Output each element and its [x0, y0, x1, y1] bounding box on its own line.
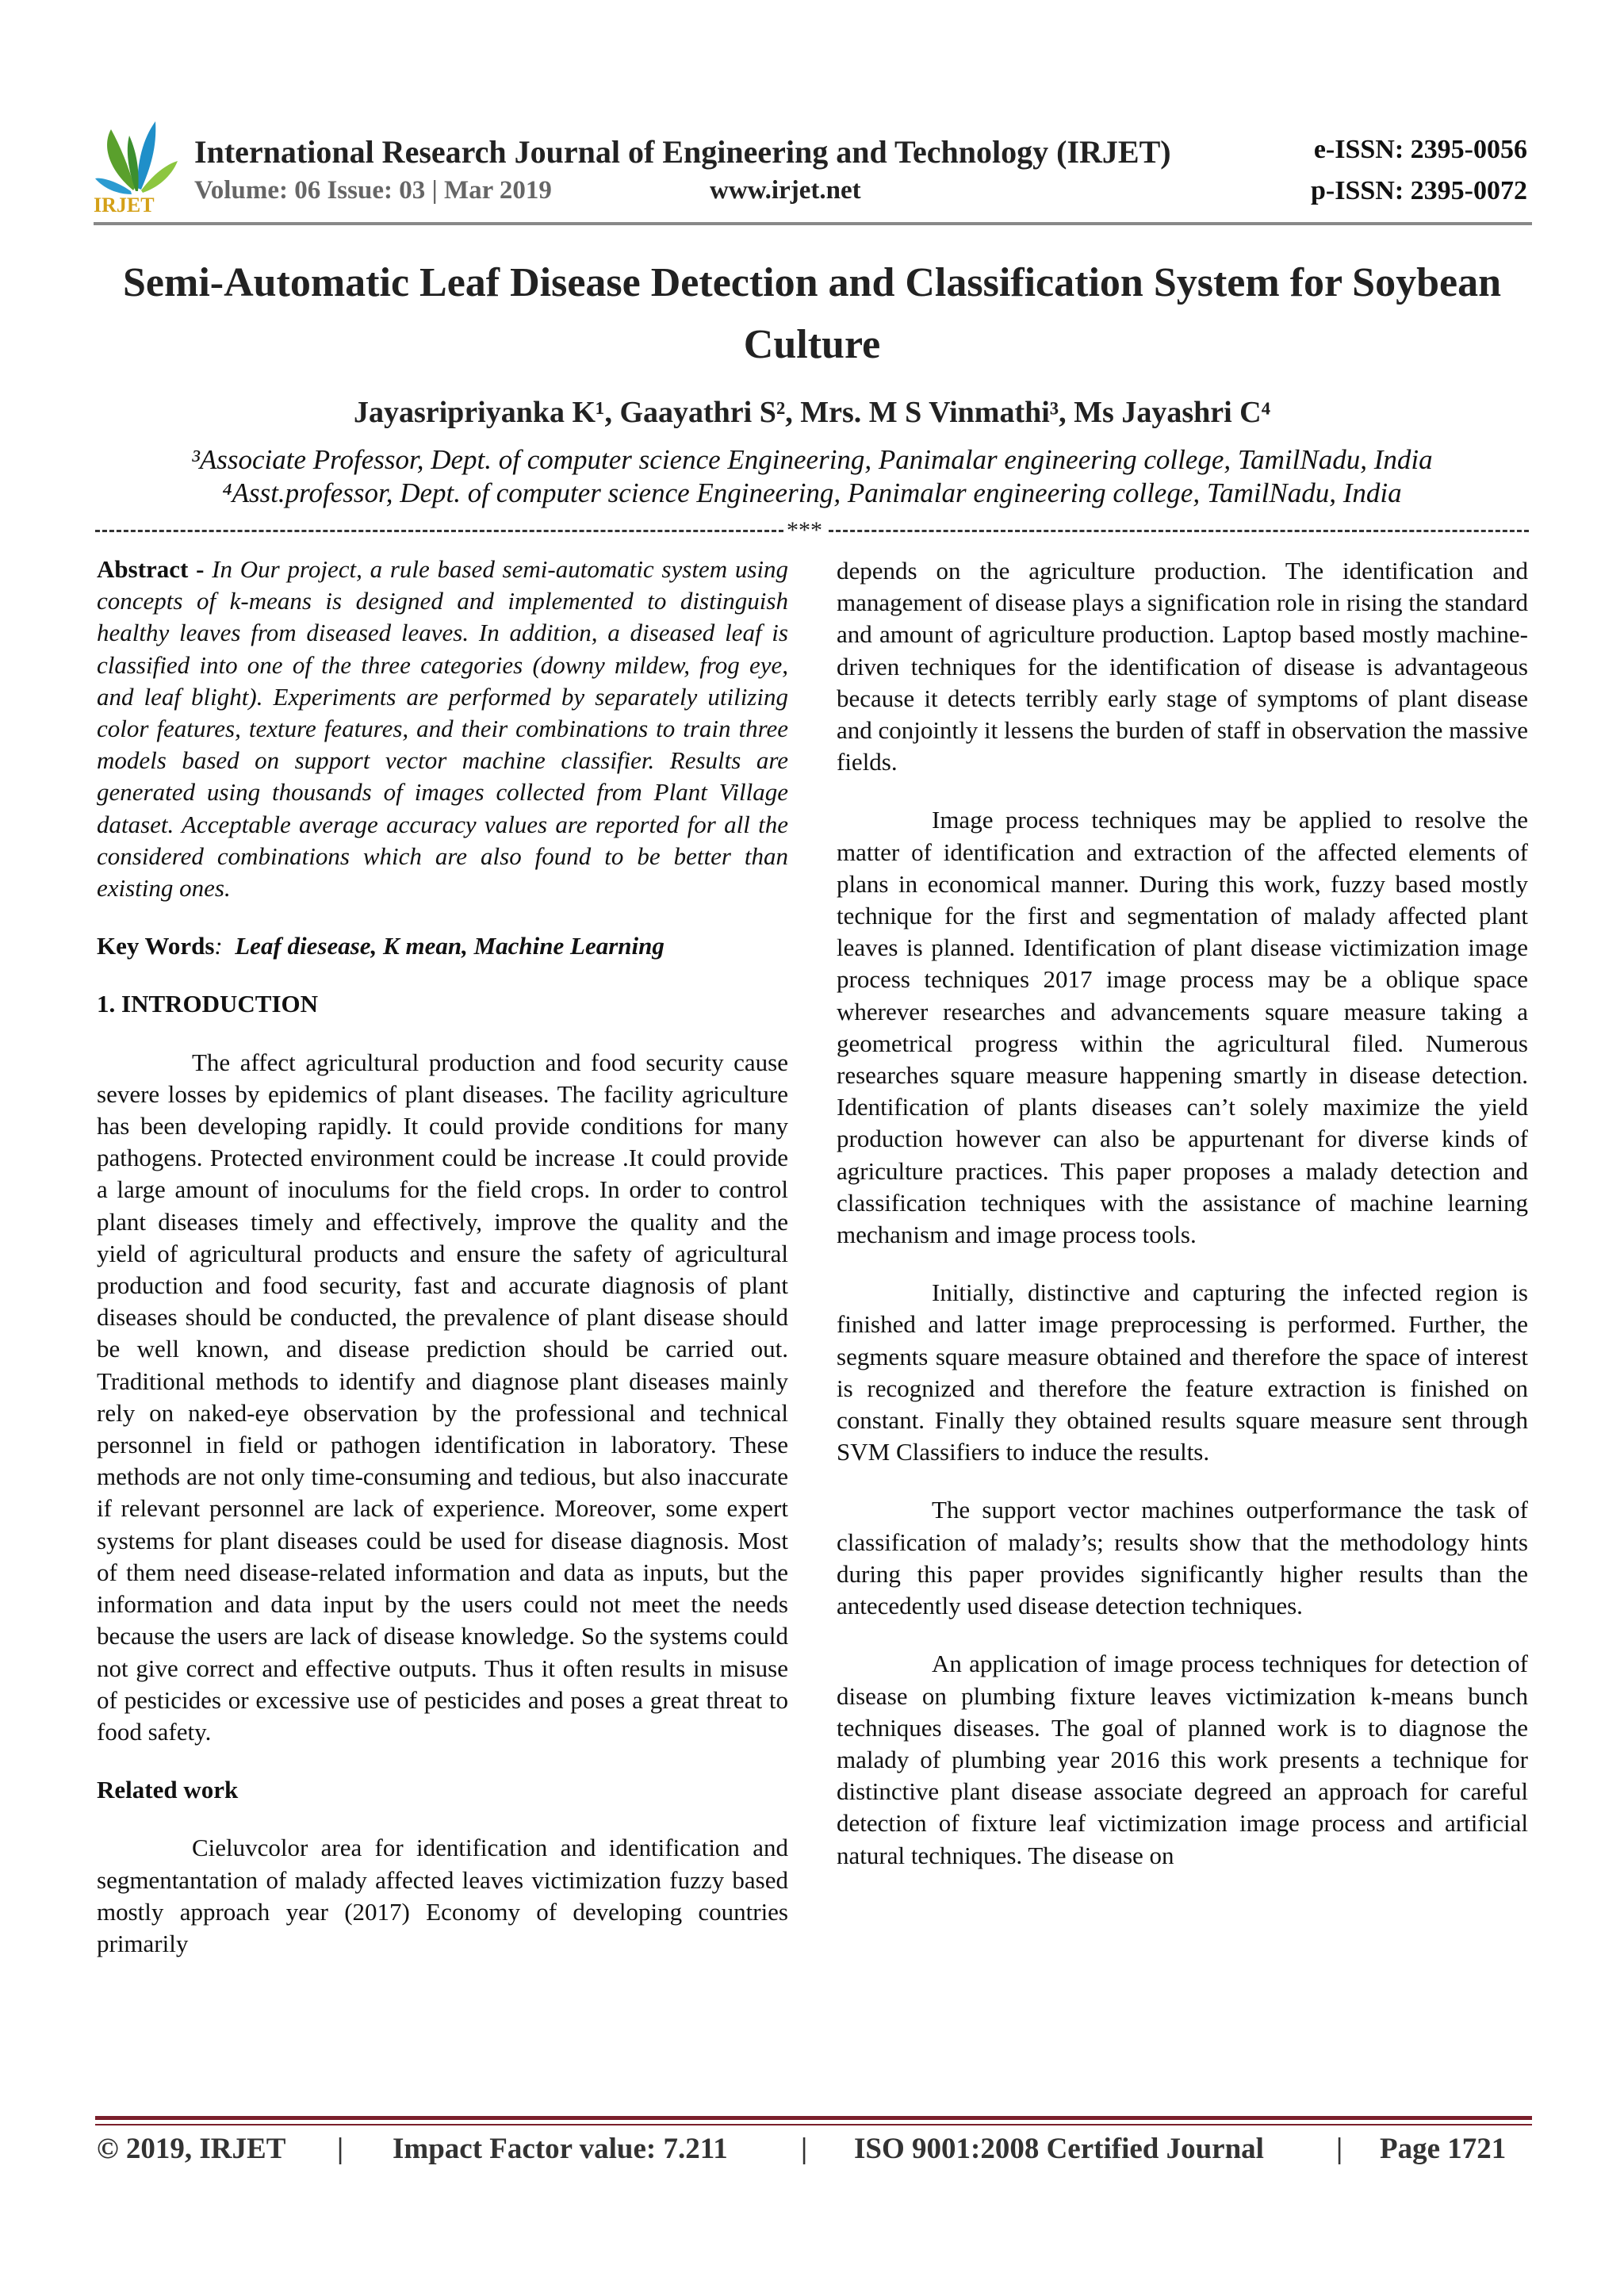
left-column	[97, 554, 788, 1960]
e-issn: e-ISSN: 2395-0056	[1313, 135, 1527, 164]
intro-heading: 1. INTRODUCTION	[97, 990, 319, 1018]
footer-rule	[95, 2116, 1532, 2120]
separator-stars: ***	[787, 517, 822, 543]
header-rule	[94, 222, 1532, 225]
right-column	[837, 555, 1528, 1872]
journal-website[interactable]: www.irjet.net	[710, 176, 861, 205]
related-work-heading: Related work	[97, 1776, 239, 1804]
footer-page-number: Page 1721	[1380, 2133, 1507, 2165]
logo-wordmark: IRJET	[94, 194, 155, 214]
affiliation-4: ⁴Asst.professor, Dept. of computer science Engineering, Panimalar engineering college, TamilNadu, India	[222, 477, 1402, 508]
author-list: Jayasripriyanka K¹, Gaayathri S², Mrs. M S Vinmathi³, Ms Jayashri C⁴	[353, 396, 1271, 429]
abstract	[97, 554, 788, 904]
affiliation-3: ³Associate Professor, Dept. of computer science Engineering, Panimalar engineering college, TamilNadu, India	[191, 444, 1433, 475]
footer-separator: |	[337, 2133, 344, 2165]
footer-separator: |	[1336, 2133, 1343, 2165]
body-paragraph-3: Initially, distinctive and capturing the infected region is finished and latter image preprocessing is performed. Further, the segments square measure obtained and therefore the space of interest is recognized and therefore the feature extraction is finished on constant. Finally they obtained results square measure sent through SVM Classifiers to induce the results.	[837, 1278, 1528, 1466]
paper-title: Semi-Automatic Leaf Disease Detection and Classification System for Soybean Culture	[123, 260, 1501, 367]
body-paragraph-2: Image process techniques may be applied to resolve the matter of identification and extraction of the affected elements of plans in economical manner. During this work, fuzzy based mostly technique for the first and segmentation of malady affected plant leaves is planned. Identification of plant disease victimization image process techniques 2017 image process may be a oblique space wherever researches and advancements square measure taking a geometrical progress within the agricultural filed. Numerous researches square measure happening smartly in disease detection. Identification of plants diseases can’t solely maximize the yield production however can also be appurtenant for diverse kinds of agriculture practices. This paper proposes a malady detection and classification techniques with the assistance of machine learning mechanism and image process tools.	[837, 806, 1528, 1249]
keywords	[97, 930, 788, 962]
footer-impact-factor: Impact Factor value: 7.211	[393, 2133, 728, 2165]
abstract-text: In Our project, a rule based semi-automatic system using concepts of k-means is designed and implemented to distinguish healthy leaves from diseased leaves. In addition, a diseased leaf is classified into one of the three categories (downy mildew, frog eye, and leaf blight). Experiments are performed by separately utilizing color features, texture features, and their combinations to train three models based on support vector machine classifier. Results are generated using thousands of images collected from Plant Village dataset. Acceptable average accuracy values are reported for all the considered combinations which are also found to be better than existing ones.	[97, 555, 788, 903]
body-paragraph-1: depends on the agriculture production. The identification and management of disease plays a signification role in rising the standard and amount of agriculture production. Laptop based mostly machine-driven techniques for the identification of disease is advantageous because it detects terribly early stage of symptoms of plant disease and conjointly it lessens the burden of staff in observation the massive fields.	[837, 557, 1528, 776]
footer-copyright: © 2019, IRJET	[97, 2133, 286, 2165]
intro-paragraph: The affect agricultural production and food security cause severe losses by epidemics of plant diseases. The facility agriculture has been developing rapidly. It could provide conditions for many pathogens. Protected environment could be increase .It could provide a large amount of inoculums for the field crops. In order to control plant diseases timely and effectively, improve the quality and the yield of agricultural products and ensure the safety of agricultural production and food security, fast and accurate diagnosis of plant diseases should be conducted, the prevalence of plant disease should be well known, and disease prediction should be carried out. Traditional methods to identify and diagnose plant diseases mainly rely on naked-eye observation by the professional and technical personnel in field or pathogen identification in laboratory. These methods are not only time-consuming and tedious, but also inaccurate if relevant personnel are lack of experience. Moreover, some expert systems for plant diseases could be used for disease diagnosis. Most of them need disease-related information and data as inputs, but the information and data input by the users could not meet the needs because the users are lack of disease knowledge. So the systems could not give correct and effective outputs. Thus it often results in misuse of pesticides or excessive use of pesticides and poses a great threat to food safety.	[97, 1048, 788, 1746]
volume-issue: Volume: 06 Issue: 03 | Mar 2019	[194, 176, 552, 205]
leaf-icon	[95, 121, 178, 194]
p-issn: p-ISSN: 2395-0072	[1311, 176, 1527, 205]
keywords-text: Leaf diesease, K mean, Machine Learning	[235, 932, 665, 960]
keywords-label: Key Words	[97, 932, 215, 960]
footer-iso: ISO 9001:2008 Certified Journal	[854, 2133, 1264, 2165]
separator-line-left	[95, 530, 783, 532]
abstract-label: Abstract -	[97, 555, 213, 583]
footer-separator: |	[801, 2133, 808, 2165]
separator-line-right	[829, 530, 1529, 532]
related-work-paragraph: Cieluvcolor area for identification and identification and segmentantation of malady affected leaves victimization fuzzy based mostly approach year (2017) Economy of developing countries primarily	[97, 1834, 788, 1957]
body-paragraph-4: The support vector machines outperformance the task of classification of malady’s; results show that the methodology hints during this paper provides significantly higher results than the antecedently used disease detection techniques.	[837, 1496, 1528, 1620]
journal-name: International Research Journal of Engineering and Technology (IRJET)	[194, 134, 1171, 170]
footer-rule-thin	[95, 2124, 1532, 2125]
keywords-colon: :	[214, 932, 223, 960]
body-paragraph-5: An application of image process techniques for detection of disease on plumbing fixture leaves victimization k-means bunch techniques diseases. The goal of planned work is to diagnose the malady of plumbing year 2016 this work presents a technique for distinctive plant disease associate degreed an approach for careful detection of fixture leaf victimization image process and artificial natural techniques. The disease on	[837, 1650, 1528, 1869]
journal-logo	[94, 115, 181, 214]
